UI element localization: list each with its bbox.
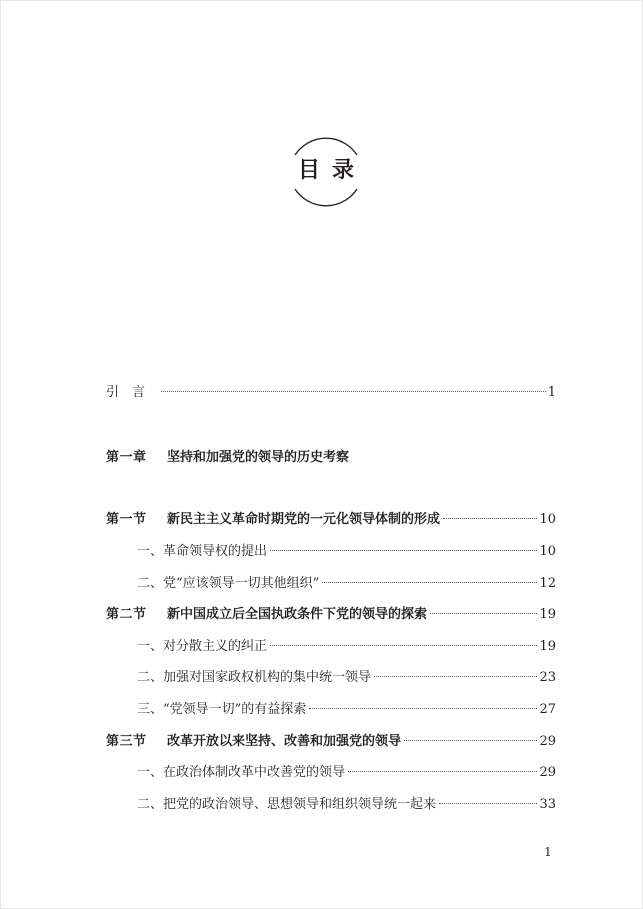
toc-entry-intro[interactable]	[106, 383, 556, 403]
toc-subentry[interactable]	[137, 668, 556, 688]
chapter-heading[interactable]	[106, 448, 349, 468]
toc-page-number: 1	[547, 385, 556, 400]
toc-subentry[interactable]	[137, 637, 556, 657]
toc-title-block	[283, 133, 369, 211]
toc-page-number: 33	[539, 797, 556, 812]
section-number: 第三节	[106, 734, 147, 749]
toc-entry-label: 引言	[106, 385, 159, 400]
toc-subentry[interactable]	[137, 700, 556, 720]
subentry-title: 一、在政治体制改革中改善党的领导	[137, 765, 346, 780]
toc-page-number: 23	[539, 670, 556, 685]
subentry-title: 三、“党领导一切”的有益探索	[137, 702, 307, 717]
dot-leader	[348, 771, 537, 772]
subentry-title: 二、党“应该领导一切其他组织”	[137, 576, 320, 591]
toc-subentry[interactable]	[137, 574, 556, 594]
toc-subentry[interactable]	[137, 542, 556, 562]
dot-leader	[270, 550, 537, 551]
toc-page-number: 19	[539, 639, 556, 654]
toc-section-1[interactable]	[106, 510, 556, 530]
toc-page-number: 29	[539, 765, 556, 780]
dot-leader	[161, 391, 546, 392]
toc-page-number: 27	[539, 702, 556, 717]
dot-leader	[404, 740, 537, 741]
toc-page-number: 10	[539, 544, 556, 559]
dot-leader	[309, 708, 537, 709]
page-title: 目录	[297, 158, 366, 183]
toc-subentry[interactable]	[137, 763, 556, 783]
toc-subentry[interactable]	[137, 795, 556, 815]
toc-section-3[interactable]	[106, 732, 556, 752]
dot-leader	[270, 645, 537, 646]
chapter-number: 第一章	[106, 450, 147, 465]
subentry-title: 一、对分散主义的纠正	[137, 639, 268, 654]
section-title: 新中国成立后全国执政条件下党的领导的探索	[167, 607, 428, 622]
toc-section-2[interactable]	[106, 605, 556, 625]
toc-page-number: 10	[539, 512, 556, 527]
dot-leader	[374, 676, 537, 677]
toc-page-number: 12	[539, 576, 556, 591]
toc-page-number: 19	[539, 607, 556, 622]
dot-leader	[439, 803, 537, 804]
subentry-title: 二、加强对国家政权机构的集中统一领导	[137, 670, 372, 685]
dot-leader	[430, 613, 537, 614]
dot-leader	[322, 582, 537, 583]
subentry-title: 一、革命领导权的提出	[137, 544, 268, 559]
subentry-title: 二、把党的政治领导、思想领导和组织领导统一起来	[137, 797, 437, 812]
toc-page-number: 29	[539, 734, 556, 749]
section-number: 第一节	[106, 512, 147, 527]
section-title: 新民主主义革命时期党的一元化领导体制的形成	[167, 512, 441, 527]
page-footer-number: 1	[544, 845, 552, 859]
section-title: 改革开放以来坚持、改善和加强党的领导	[167, 734, 402, 749]
dot-leader	[443, 518, 537, 519]
section-number: 第二节	[106, 607, 147, 622]
chapter-title: 坚持和加强党的领导的历史考察	[167, 450, 350, 465]
